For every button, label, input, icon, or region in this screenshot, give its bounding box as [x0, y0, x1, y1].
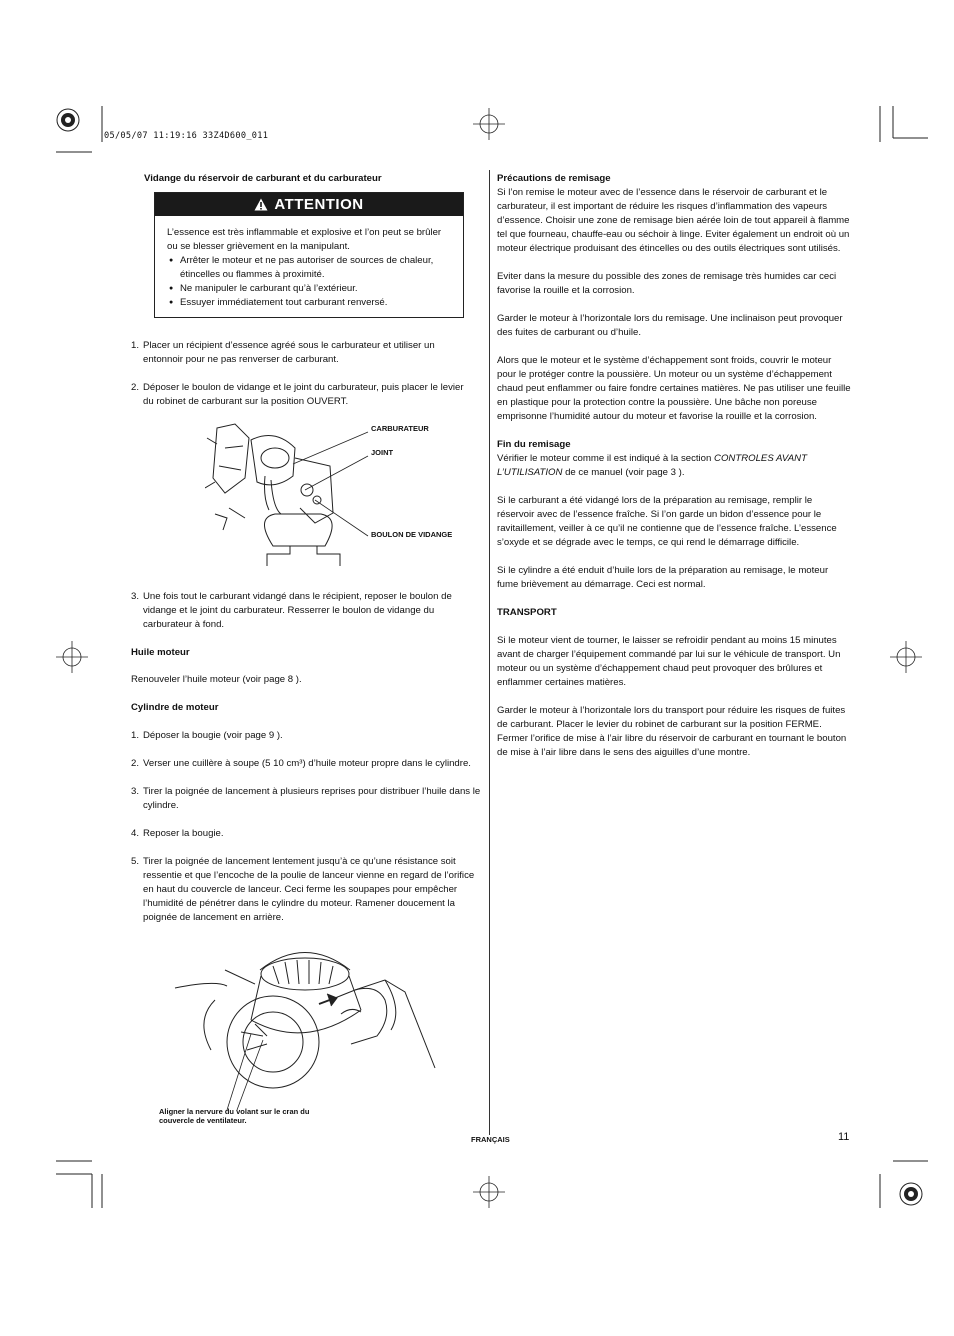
list-item: 5. Tirer la poignée de lancement lentement jusqu’à ce qu’une résistance soit ressentie et que l’encoche de la poulie de lanceur vienne en regard de l’orifice en haut du couvercle de lanceur. Ceci ferme les soupapes pour empêcher l’humidité de pénétrer dans le cylindre du moteur. Ramener doucement la poignée de lancement en arrière. — [131, 856, 475, 923]
list-item: 2. Déposer le boulon de vidange et le joint du carburateur, puis placer le levier du robinet de carburant sur la position OUVERT. — [131, 382, 464, 407]
list-item: 3. Tirer la poignée de lancement à plusieurs reprises pour distribuer l’huile dans le cylindre. — [131, 786, 481, 811]
list-item: 4. Reposer la bougie. — [131, 828, 224, 839]
figure-caption: Aligner la nervure du volant sur le cran du couvercle de ventilateur. — [159, 1107, 310, 1125]
cylinder-steps — [131, 729, 483, 925]
list-item: 3. Une fois tout le carburant vidangé dans le récipient, reposer le boulon de vidange et le joint du carburateur. Resserrer le boulon de vidange du carburateur à fond. — [131, 591, 452, 630]
attention-bullets — [167, 254, 451, 310]
storage-precautions-heading: Précautions de remisage — [497, 173, 611, 184]
paragraph: Si le carburant a été vidangé lors de la préparation au remisage, remplir le réservoir avec de l’essence fraîche. Si l’on garde un bidon d’essence pour le ravitaillement, veiller à ce qu’il ne contienne que de l’essence fraîche. L’essence s’oxyde et se dégrade avec le temps, ce qui rend le démarrage difficile. — [497, 495, 837, 548]
paragraph: Garder le moteur à l’horizontale lors du remisage. Une inclinaison peut provoquer des fuites de carburant ou d’huile. — [497, 313, 843, 338]
list-item: 1. Déposer la bougie (voir page 9 ). — [131, 730, 283, 741]
drain-step-3 — [131, 590, 481, 632]
attention-title: ATTENTION — [274, 196, 364, 213]
attention-header — [155, 193, 463, 216]
figure-label-boulon: BOULON DE VIDANGE — [371, 530, 453, 539]
figure-label-carburateur: CARBURATEUR — [371, 424, 429, 433]
list-item: 2. Verser une cuillère à soupe (5 10 cm³) d’huile moteur propre dans le cylindre. — [131, 758, 471, 769]
attention-box — [154, 192, 464, 318]
attention-bullet: ● Essuyer immédiatement tout carburant renversé. — [167, 296, 451, 310]
attention-bullet: ● Arrêter le moteur et ne pas autoriser de sources de chaleur, étincelles ou flammes à proximité. — [167, 254, 451, 282]
paragraph: Si le moteur vient de tourner, le laisser se refroidir pendant au moins 15 minutes avant de charger l’équipement commandé par lui sur le véhicule de transport. Un moteur ou un système d’échappement chaud peut provoquer des brûlures et enflammer certaines matières. — [497, 635, 841, 688]
paragraph: Si l’on remise le moteur avec de l’essence dans le réservoir de carburant et le carburateur, il est important de réduire les risques d’inflammation des vapeurs d’essence. Choisir une zone de remisage bien aérée loin de tout appareil à flamme tel que fourneau, chauffe-eau ou séchoir à linge. Eviter également un endroit où un moteur électrique produisant des étincelles ou des outils électriques sont utilisés. — [497, 187, 850, 254]
drain-heading: Vidange du réservoir de carburant et du carburateur — [144, 173, 382, 184]
paragraph: Vérifier le moteur comme il est indiqué à la section CONTROLES AVANT L’UTILISATION de ce manuel (voir page 3 ). — [497, 453, 807, 478]
attention-intro: L’essence est très inflammable et explosive et l’on peut se brûler ou se blesser grièvement en la manipulant. — [167, 227, 442, 252]
footer-language: FRANÇAIS — [471, 1135, 510, 1144]
paragraph: Eviter dans la mesure du possible des zones de remisage très humides car ceci favorise la rouille et la corrosion. — [497, 271, 837, 296]
paragraph: Alors que le moteur et le système d’échappement sont froids, couvrir le moteur pour le protéger contre la poussière. Un moteur ou un système d’échappement chaud peut enflammer ou faire fondre certaines matières. Ne pas utiliser une feuille en plastique pour la protection contre la poussière. Une bâche non poreuse emprisonne l’humidité autour du moteur et favorise la rouille et la corrosion. — [497, 355, 851, 422]
attention-bullet: ● Ne manipuler le carburant qu’à l’extérieur. — [167, 282, 451, 296]
print-timestamp: 05/05/07 11:19:16 33Z4D600_011 — [104, 131, 269, 141]
section-reference: CONTROLES AVANT L’UTILISATION — [497, 453, 807, 478]
oil-text: Renouveler l’huile moteur (voir page 8 ). — [131, 674, 302, 685]
page-number: 11 — [838, 1131, 850, 1143]
cylinder-heading: Cylindre de moteur — [131, 702, 219, 713]
right-column — [497, 172, 852, 760]
oil-heading: Huile moteur — [131, 647, 190, 658]
transport-heading: TRANSPORT — [497, 607, 557, 618]
end-of-storage-heading: Fin du remisage — [497, 439, 571, 450]
list-item: 1. Placer un récipient d’essence agréé sous le carburateur et utiliser un entonnoir pour ne pas renverser de carburant. — [131, 340, 435, 365]
paragraph: Garder le moteur à l’horizontale lors du transport pour réduire les risques de fuites de carburant. Placer le levier du robinet de carburant sur la position FERME. Fermer l’orifice de mise à l’air libre du réservoir de carburant en tournant le bouton de mise à l’air libre dans le sens des aiguilles d’une montre. — [497, 705, 847, 758]
starter-figure — [155, 940, 440, 1110]
paragraph: Si le cylindre a été enduit d’huile lors de la préparation au remisage, le moteur fume brièvement au démarrage. Ceci est normal. — [497, 565, 829, 590]
drain-steps — [131, 339, 471, 409]
figure-label-joint: JOINT — [371, 448, 394, 457]
column-divider — [489, 170, 490, 1135]
warning-icon — [254, 198, 268, 211]
carburetor-figure — [205, 418, 475, 568]
